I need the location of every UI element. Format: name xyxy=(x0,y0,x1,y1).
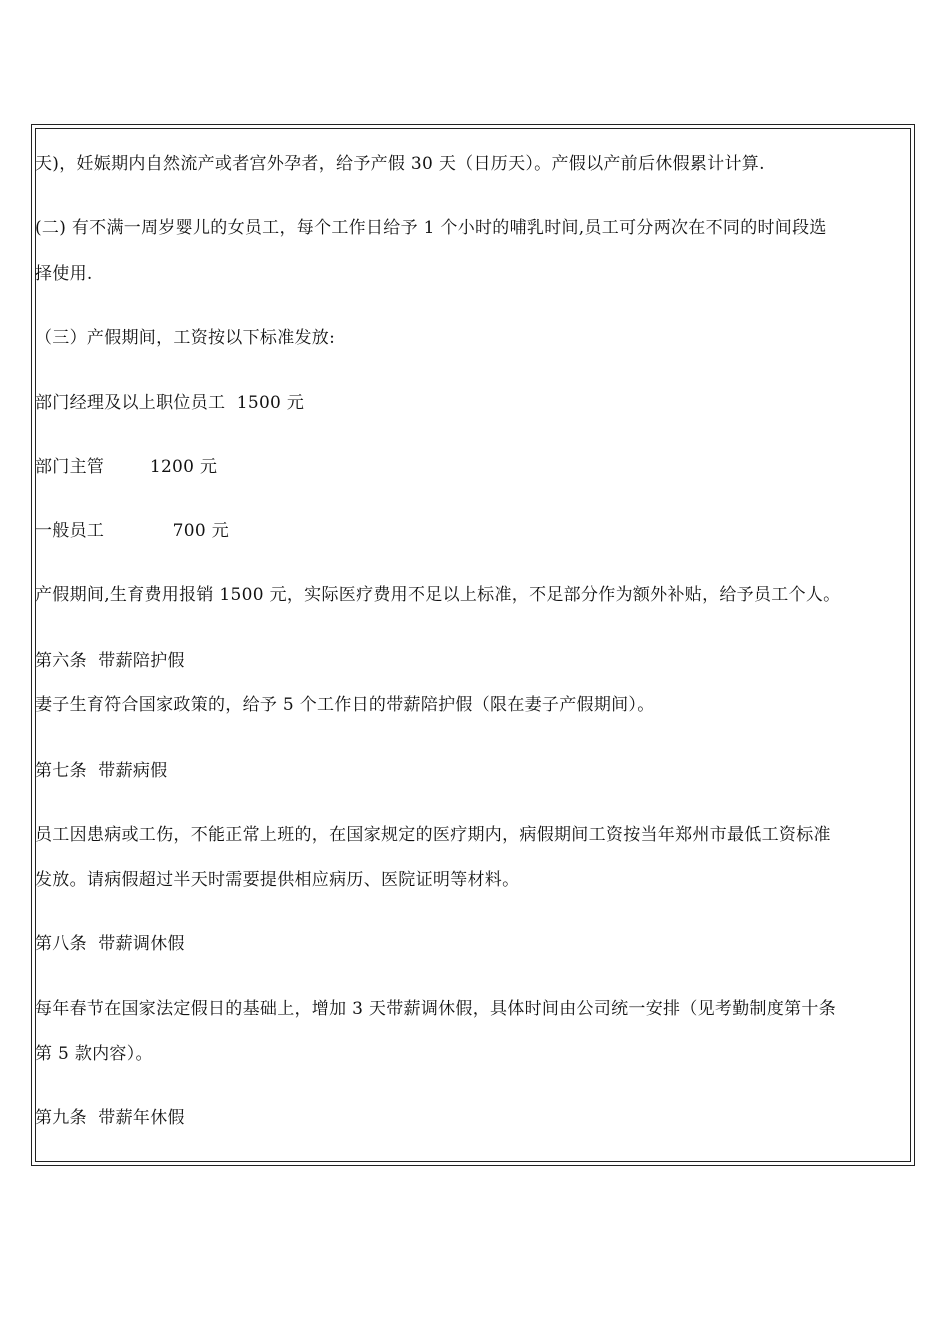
text-line-sick-leave: 员工因患病或工伤，不能正常上班的，在国家规定的医疗期内，病假期间工资按当年郑州市最低工资标准 xyxy=(35,825,831,845)
text-line-spring-festival-leave: 每年春节在国家法定假日的基础上，增加 3 天带薪调休假，具体时间由公司统一安排（见考勤制度第十条 xyxy=(35,999,837,1019)
text-line-sick-leave-cont: 发放。请病假超过半天时需要提供相应病历、医院证明等材料。 xyxy=(35,870,520,890)
text-line-pay-staff: 一般员工 700 元 xyxy=(35,521,229,541)
text-line-nursing-time: (二) 有不满一周岁婴儿的女员工，每个工作日给予 1 个小时的哺乳时间,员工可分两次在不同的时间段选 xyxy=(35,218,827,238)
text-line-pay-manager: 部门经理及以上职位员工 1500 元 xyxy=(35,393,305,413)
text-line-pay-standard-heading: （三）产假期间，工资按以下标准发放: xyxy=(35,328,336,348)
text-line-paternity-leave: 妻子生育符合国家政策的，给予 5 个工作日的带薪陪护假（限在妻子产假期间）。 xyxy=(35,695,655,715)
article-6-heading: 第六条 带薪陪护假 xyxy=(35,651,185,671)
article-8-heading: 第八条 带薪调休假 xyxy=(35,934,185,954)
text-line-nursing-time-cont: 择使用. xyxy=(35,264,93,284)
text-line-maternity-leave-end: 天)，妊娠期内自然流产或者宫外孕者，给予产假 30 天（日历天）。产假以产前后休假累计计算. xyxy=(35,154,765,174)
text-line-pay-supervisor: 部门主管 1200 元 xyxy=(35,457,218,477)
article-7-heading: 第七条 带薪病假 xyxy=(35,761,168,781)
article-9-heading: 第九条 带薪年休假 xyxy=(35,1108,185,1128)
text-line-spring-festival-leave-cont: 第 5 款内容）。 xyxy=(35,1044,153,1064)
text-line-birth-expenses: 产假期间,生育费用报销 1500 元，实际医疗费用不足以上标准，不足部分作为额外补贴，给予员工个人。 xyxy=(35,585,841,605)
